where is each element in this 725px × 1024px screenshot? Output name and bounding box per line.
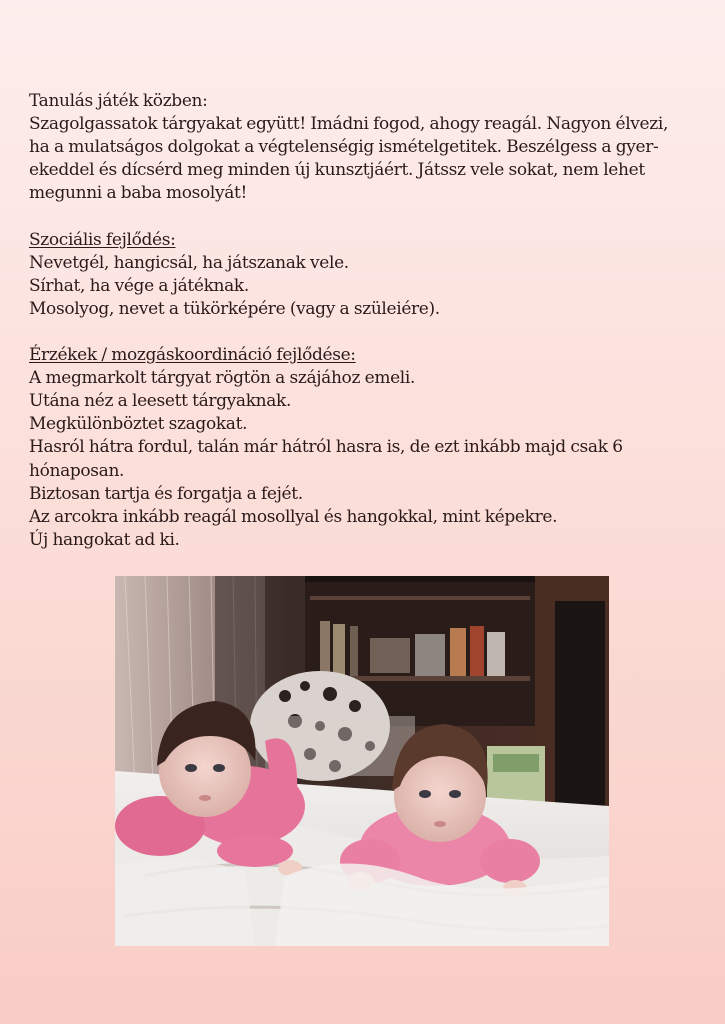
section-senses-line: Utána néz a leesett tárgyaknak. <box>29 391 292 412</box>
section-learning-line: Szagolgassatok tárgyakat együtt! Imádni fogod, ahogy reagál. Nagyon élvezi, <box>29 114 669 135</box>
section-social-line: Mosolyog, nevet a tükörképére (vagy a szüleiére). <box>29 298 440 319</box>
section-senses-line: hónaposan. <box>29 460 125 481</box>
section-senses-heading: Érzékek / mozgáskoordináció fejlődése: <box>29 345 356 366</box>
section-learning-line: megunni a baba mosolyát! <box>29 183 247 204</box>
section-social-line: Nevetgél, hangicsál, ha játszanak vele. <box>29 252 349 273</box>
twin-babies-photo <box>115 576 609 946</box>
section-senses-line: Új hangokat ad ki. <box>29 529 180 550</box>
article-text <box>29 90 699 552</box>
section-social-heading: Szociális fejlődés: <box>29 229 176 250</box>
section-senses-line: Az arcokra inkább reagál mosollyal és hangokkal, mint képekre. <box>29 506 558 527</box>
section-social-line: Sírhat, ha vége a játéknak. <box>29 275 249 296</box>
section-learning-title: Tanulás játék közben: <box>29 91 208 111</box>
section-senses-line: A megmarkolt tárgyat rögtön a szájához emeli. <box>29 368 416 389</box>
section-senses-line: Hasról hátra fordul, talán már hátról hasra is, de ezt inkább majd csak 6 <box>29 437 623 458</box>
section-learning-line: ekeddel és dícsérd meg minden új kunsztjáért. Játssz vele sokat, nem lehet <box>29 160 645 181</box>
paragraph-gap <box>29 321 699 344</box>
section-senses-line: Biztosan tartja és forgatja a fejét. <box>29 483 303 504</box>
section-learning-line: ha a mulatságos dolgokat a végtelenségig ismételgetitek. Beszélgess a gyer- <box>29 137 659 158</box>
paragraph-gap <box>29 205 699 228</box>
section-senses-line: Megkülönböztet szagokat. <box>29 414 248 435</box>
